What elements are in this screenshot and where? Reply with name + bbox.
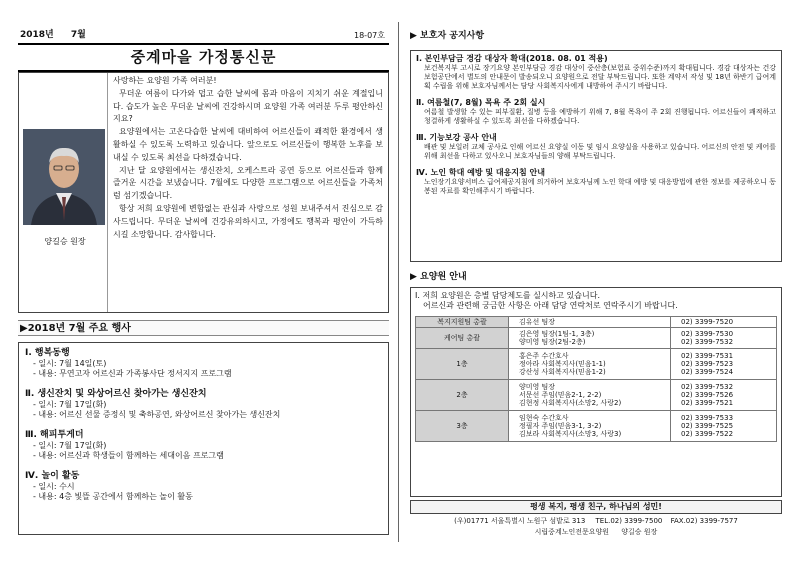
letter-salutation: 사랑하는 요양원 가족 여러분! — [113, 76, 217, 85]
event-title: Ⅱ. 생신잔치 및 와상어르신 찾아가는 생신잔치 — [25, 389, 207, 399]
event-line: - 내용: 어르신과 학생들이 함께하는 세대이음 프로그램 — [33, 451, 224, 460]
staff-name: 강산성 사회복지사(믿음1-2) — [519, 368, 606, 376]
staff-phone: 02) 3399-7522 — [681, 430, 734, 438]
notice-title: Ⅰ. 본인부담금 경감 대상자 확대(2018. 08. 01 적용) — [416, 54, 608, 63]
staff-name: 양미영 팀장(2팀-2층) — [519, 338, 586, 346]
notices-section-title: ▶ 보호자 공지사항 — [410, 31, 485, 41]
staff-phone: 02) 3399-7523 — [681, 360, 734, 368]
issue-month: 7월 — [70, 30, 86, 40]
staff-phone: 02) 3399-7533 — [681, 414, 734, 422]
staff-name: 김보라 사회복지사(소망3, 사랑3) — [519, 430, 622, 438]
event-line: - 일시: 7월 17일(화) — [33, 441, 107, 450]
event-title: Ⅳ. 놀이 활동 — [25, 471, 80, 481]
letter-paragraph: 지난 달 요양원에서는 생신잔치, 오케스트라 공연 등으로 어르신들과 함께 즐거운 시간을 보냈습니다. 7월에도 다양한 프로그램으로 어르신들을 가족처럼 섬기겠습니다. — [113, 165, 383, 201]
row-label: 케어팀 총괄 — [416, 328, 509, 349]
row-label: 1층 — [416, 349, 509, 380]
notice-item — [416, 98, 776, 126]
event-title: Ⅰ. 행복동행 — [25, 348, 70, 358]
staff-section-title: ▶ 요양원 안내 — [410, 272, 467, 282]
issue-date — [20, 29, 86, 41]
staff-phone: 02) 3399-7531 — [681, 352, 734, 360]
event-title: Ⅲ. 해피투게더 — [25, 430, 84, 440]
table-row — [416, 317, 777, 328]
footer-org-line — [410, 528, 782, 537]
notice-body: 배관 및 보일러 교체 공사로 인해 어르신 요양실 이동 및 임시 요양실을 사용하고 있습니다. 어르신의 안전 및 케어를 위해 최선을 다하고 있사오니 보호자님들의 양해 부탁드립니다. — [424, 143, 776, 160]
event-item — [25, 388, 382, 420]
staff-name: 정아라 사회복지사(믿음1-1) — [519, 360, 606, 368]
table-row — [416, 328, 777, 349]
column-divider — [398, 22, 399, 542]
staff-name: 정필자 주임(믿음3-1, 3-2) — [519, 422, 602, 430]
event-line: - 일시: 7월 14일(토) — [33, 359, 107, 368]
notice-item — [416, 168, 776, 196]
staff-phone: 02) 3399-7521 — [681, 399, 734, 407]
event-line: - 내용: 무연고자 어르신과 가족봉사단 정서지지 프로그램 — [33, 369, 232, 378]
footer-director: 양길승 원장 — [621, 528, 658, 536]
notice-body: 노인장기요양서비스 급여제공지침에 의거하여 보호자님께 노인 학대 예방 및 대응방법에 관한 정보를 제공하오니 동봉된 자료를 확인해주시기 바랍니다. — [424, 178, 776, 195]
staff-name: 서문선 주임(믿음2-1, 2-2) — [519, 391, 602, 399]
events-box — [18, 342, 389, 535]
greeting-box — [18, 72, 389, 313]
staff-phone: 02) 3399-7520 — [671, 317, 777, 328]
footer-address: (우)01771 서울특별시 노원구 섬밭로 313 — [454, 517, 586, 525]
footer-org: 시립중계노인전문요양원 — [534, 528, 610, 536]
notice-item — [416, 133, 776, 161]
staff-phone: 02) 3399-7525 — [681, 422, 734, 430]
letter-paragraph: 항상 저희 요양원에 변함없는 관심과 사랑으로 성원 보내주셔서 진심으로 감사드립니다. 무더운 날씨에 건강유의하시고, 가정에도 행복과 평안이 가득하시길 소망합니다. 감사합니다. — [113, 203, 383, 239]
event-item — [25, 347, 382, 379]
table-row — [416, 411, 777, 442]
staff-phone: 02) 3399-7532 — [681, 338, 734, 346]
footer-tel: TEL.02) 3399-7500 — [595, 517, 663, 525]
staff-phone: 02) 3399-7532 — [681, 383, 734, 391]
notice-body: 여름철 발생할 수 있는 피부질환, 질병 등을 예방하기 위해 7, 8월 목욕이 주 2회 진행됩니다. 어르신들이 쾌적하고 청결하게 생활하실 수 있도록 최선을 다하겠습니다. — [424, 108, 776, 125]
staff-name: 김현정 사회복지사(소망2, 사랑2) — [519, 399, 622, 407]
staff-name: 양미영 팀장 — [519, 383, 556, 391]
director-caption: 양길승 원장 — [44, 237, 86, 246]
director-photo — [23, 129, 105, 225]
notice-title: Ⅱ. 여름철(7, 8월) 목욕 주 2회 실시 — [416, 98, 546, 107]
footer-contact — [410, 517, 782, 526]
notices-box — [410, 50, 782, 262]
event-line: - 내용: 어르신 선물 증정식 및 축하공연, 와상어르신 찾아가는 생신잔치 — [33, 410, 281, 419]
letter-paragraph: 무더운 여름이 다가와 덥고 습한 날씨에 몸과 마음이 지치기 쉬운 계절입니다. 습도가 높은 무더운 날씨에 건강하시며 요양원 가족 여러분 두루 평안하신지요? — [113, 88, 383, 124]
event-item — [25, 470, 382, 502]
staff-box — [410, 287, 782, 497]
staff-phone: 02) 3399-7526 — [681, 391, 734, 399]
notice-title: Ⅳ. 노인 학대 예방 및 대응지침 안내 — [416, 168, 546, 177]
greeting-letter — [113, 75, 383, 241]
staff-phone: 02) 3399-7524 — [681, 368, 734, 376]
issue-year: 2018년 — [20, 30, 54, 40]
staff-name: 홍은주 수간호사 — [519, 352, 569, 360]
staff-intro: 어르신과 관련해 궁금한 사항은 아래 담당 연락처로 연락주시기 바랍니다. — [423, 301, 678, 310]
event-item — [25, 429, 382, 461]
staff-phone: 02) 3399-7530 — [681, 330, 734, 338]
staff-contact-table — [415, 316, 777, 442]
row-label: 복지지원팀 총괄 — [416, 317, 509, 328]
table-row — [416, 349, 777, 380]
event-line: - 일시: 수시 — [33, 482, 75, 491]
newsletter-title: 중계마을 가정통신문 — [130, 48, 277, 66]
letter-paragraph: 요양원에서는 고온다습한 날씨에 대비하여 어르신들이 쾌적한 환경에서 생활하실 수 있도록 노력하고 있습니다. 앞으로도 어르신들이 행복한 노후를 보내실 수 있도록 최선을 다하겠습니다. — [113, 127, 383, 162]
greeting-divider — [107, 73, 108, 312]
notice-title: Ⅲ. 기능보강 공사 안내 — [416, 133, 497, 142]
issue-number: 18-07호 — [354, 31, 385, 40]
staff-name: 김은영 팀장(1팀-1, 3층) — [519, 330, 595, 338]
staff-name: 김유선 팀장 — [509, 317, 671, 328]
staff-intro: Ⅰ. 저희 요양원은 층별 담당제도를 실시하고 있습니다. — [415, 291, 600, 300]
footer-fax: FAX.02) 3399-7577 — [670, 517, 738, 525]
event-line: - 일시: 7월 17일(화) — [33, 400, 107, 409]
notice-body: 보건복지부 고시로 장기요양 본인부담금 경감 대상이 중산층(보험료 중위수준)까지 확대됩니다. 경감 대상자는 건강보험공단에서 별도의 안내문이 발송되오니 요양원으로 전달 부탁드립니다. 또한 계약서 작성 및 18년 하반기 급여계획 수립을 위해 보호자님께서는 담당 사회복지사에게 내방하여 주시기 바랍니다. — [424, 64, 776, 90]
event-line: - 내용: 4층 빛뜰 공간에서 함께하는 놀이 활동 — [33, 492, 193, 501]
row-label: 3층 — [416, 411, 509, 442]
events-section-title: ▶2018년 7월 주요 행사 — [18, 320, 389, 336]
table-row — [416, 380, 777, 411]
row-label: 2층 — [416, 380, 509, 411]
notice-item — [416, 54, 776, 91]
slogan-banner: 평생 복지, 평생 친구, 하나님의 성민! — [410, 500, 782, 514]
staff-name: 임현숙 수간호사 — [519, 414, 569, 422]
